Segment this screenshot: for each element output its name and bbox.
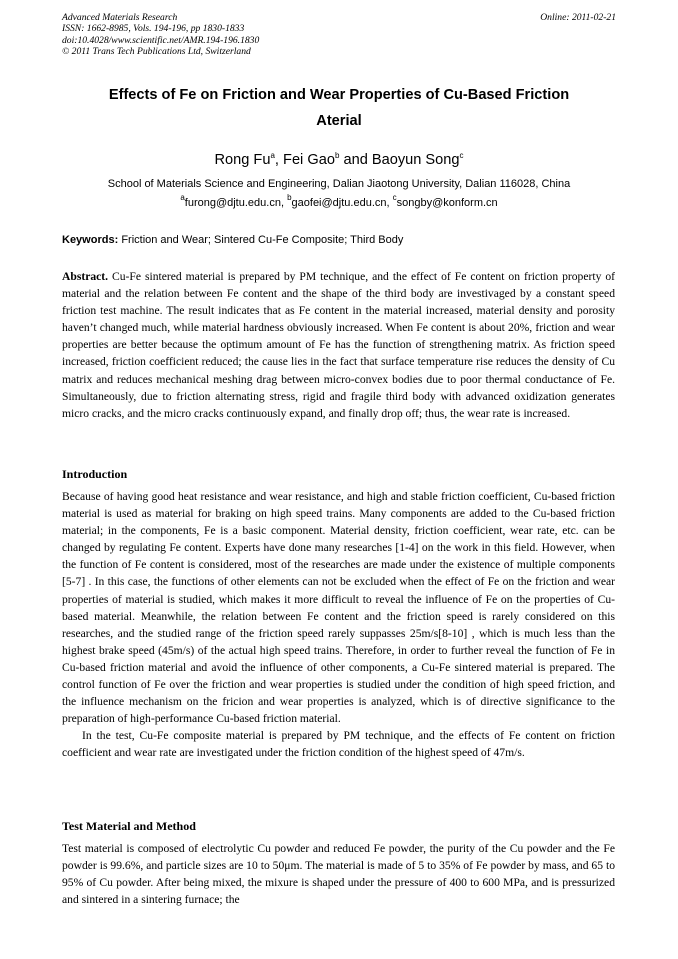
email-3: $^c$songby@konform.cn (392, 193, 498, 209)
abstract (62, 268, 615, 422)
doi-line: doi:10.4028/www.scientific.net/AMR.194-196.1830 (62, 34, 260, 46)
journal-header (62, 12, 259, 58)
author-list (40, 150, 638, 170)
title-line-2: Aterial (316, 113, 362, 129)
author-3: Baoyun Song$^c$ (371, 151, 464, 168)
author-emails (40, 193, 638, 211)
abstract-label: Abstract. (62, 270, 109, 283)
abstract-text: Cu-Fe sintered material is prepared by PM technique, and the effect of Fe content on friction property of material and the relation between Fe content and the shape of the third body are investivaged by a constant speed friction test machine. The result indicates that as Fe content in the material increased, material density and porosity haven’t changed much, while material hardness obviously increased. When Fe content is about 20%, friction and wear properties are better because the optimum amount of Fe has the function of strengthening matrix. As friction speed increased, friction coefficient reduced; the cause lies in the fact that surface temperature rise reduces the density of Cu matrix and reduces mechanical meshing drag between micro-convex bodies due to poor thermal conductance of Fe. Simultaneously, due to friction alternating stress, rigid and fragile third body with advanced oxidization generates micro cracks, and the micro cracks continuously expand, and finally drop off; thus, the wear rate is increased. (62, 270, 615, 420)
email-2: $^b$gaofei@djtu.edu.cn, (287, 193, 393, 209)
keywords-text: Friction and Wear; Sintered Cu-Fe Composite; Third Body (121, 234, 404, 246)
author-1: Rong Fu$^a$, (214, 151, 284, 168)
keywords (62, 233, 622, 248)
copyright-line: © 2011 Trans Tech Publications Ltd, Switzerland (62, 46, 251, 58)
affiliation: School of Materials Science and Engineering, Dalian Jiaotong University, Dalian 116028, China (107, 178, 571, 190)
method-paragraph-1: Test material is composed of electrolytic Cu powder and reduced Fe powder, the purity of the Cu powder and the Fe powder is 99.6%, and particle sizes are 10 to 50μm. The material is made of 5 to 35% of Fe powder by mass, and 65 to 95% of Cu powder. After being mixed, the mixure is shaped under the pressure of 400 to 600 MPa, and is pressurized and sintered in a sintering furnace; the (62, 842, 615, 907)
intro-paragraph-2: In the test, Cu-Fe composite material is prepared by PM technique, and the effects of Fe content on friction coefficient and wear rate are investigated under the friction condition of the highest speed of 47m/s. (62, 729, 615, 760)
paper-title (40, 82, 638, 134)
method-body (62, 840, 615, 908)
issn-line: ISSN: 1662-8985, Vols. 194-196, pp 1830-1833 (62, 23, 245, 35)
title-line-1: Effects of Fe on Friction and Wear Properties of Cu-Based Friction (108, 87, 570, 103)
journal-name: Advanced Materials Research (62, 12, 178, 23)
email-1: $^a$furong@djtu.edu.cn, (180, 193, 288, 209)
introduction-heading: Introduction (62, 467, 128, 481)
online-date: Online: 2011-02-21 (540, 12, 616, 23)
introduction-body (62, 488, 615, 762)
method-heading: Test Material and Method (62, 819, 196, 833)
intro-paragraph-1: Because of having good heat resistance and wear resistance, and high and stable friction coefficient, Cu-based friction material is used as material for braking on high speed trains. Many components are added to the Cu-based friction material; in the components, Fe is a basic component. Material density, friction coefficient, wear rate, etc. can be changed by regulating Fe content. Experts have done many researches [1-4] on the work in this field. However, when the function of Fe content is considered, most of the researches are made under the existence of multiple components [5-7] . In this case, the functions of other elements can not be excluded when the effect of Fe on the friction and wear properties of material is studied, which makes it more difficult to reveal the influence of Fe on the properties of Cu-based material. Meanwhile, the relation between Fe content and the friction speed is rarely considered on this researches, and the studied range of the friction speed rarely suppasses 25m/s[8-10] , which is much less than the highest brake speed (45m/s) of the actual high speed trains. Therefore, in order to further reveal the function of Fe in Cu-based friction material and avoid the influence of other components, a Cu-Fe sintered material is prepared. The control function of Fe over the friction and wear properties is studied under the condition of high speed friction, and the influence mechanism on the fricion and wear properties is analyzed, which is of directive significance to the preparation of high-performance Cu-based friction material. (62, 490, 615, 726)
author-2: Fei Gao$^b$ and (283, 151, 372, 168)
keywords-label: Keywords: (62, 234, 119, 246)
